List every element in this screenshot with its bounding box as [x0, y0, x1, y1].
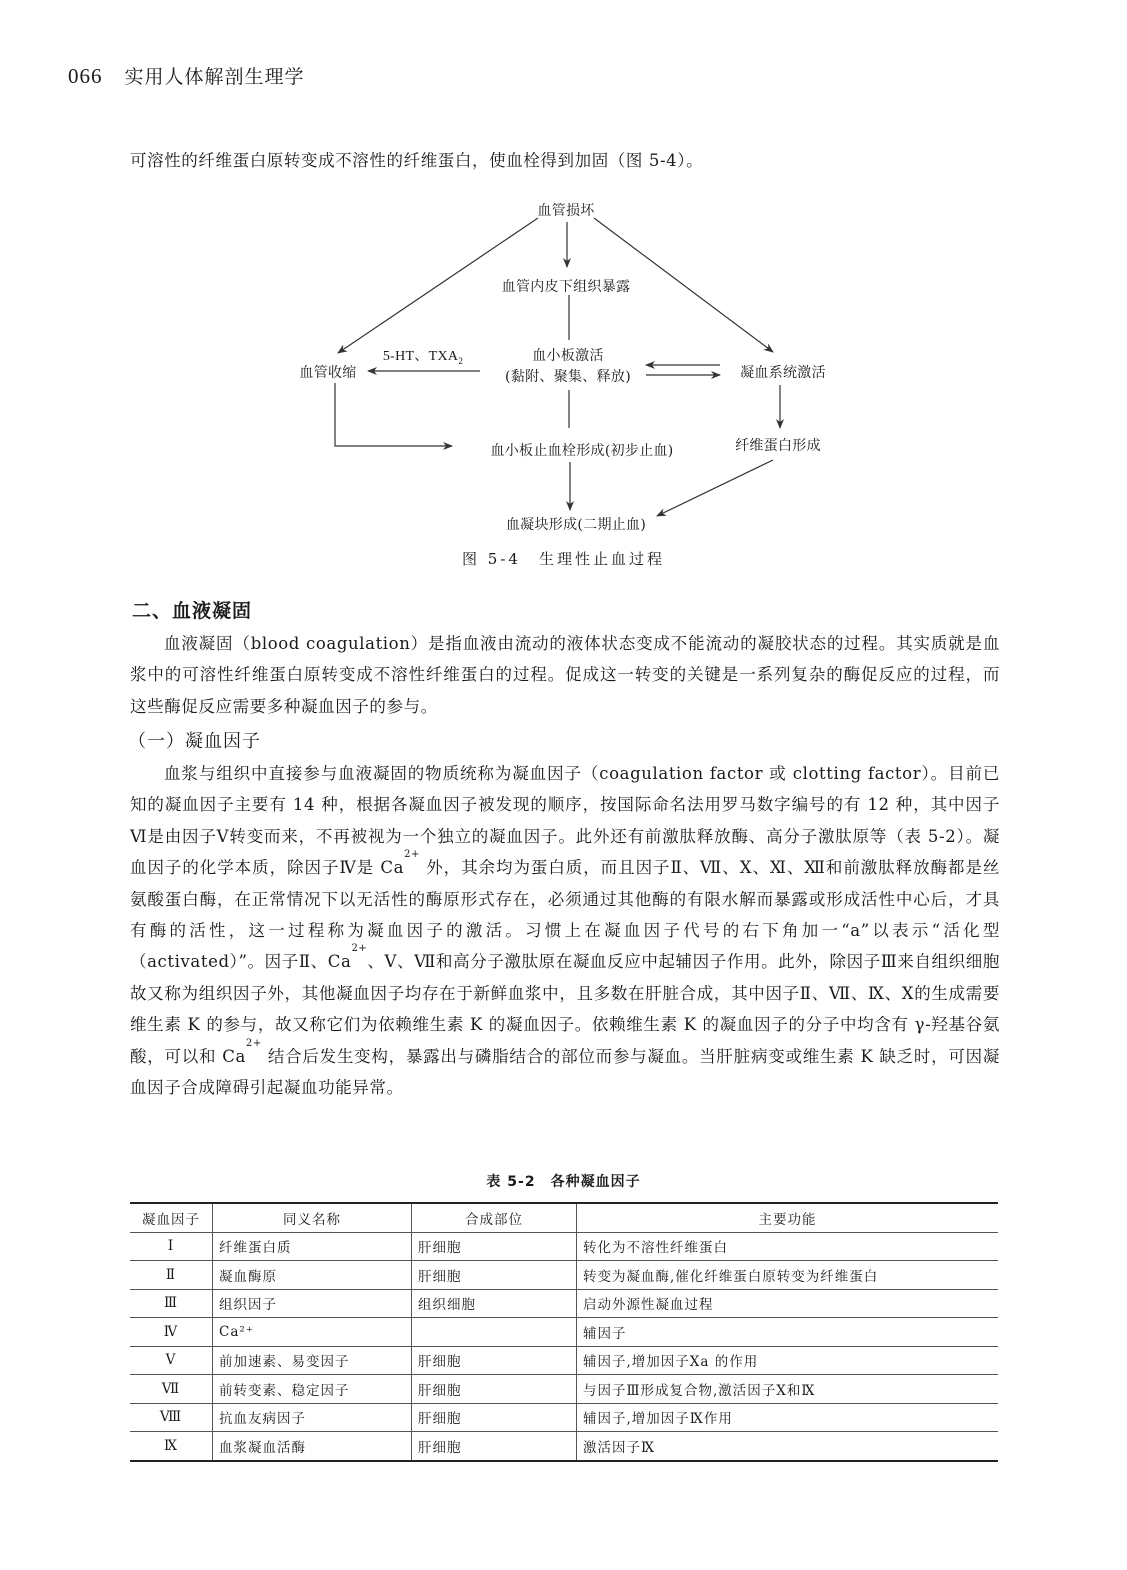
running-header	[68, 62, 305, 89]
mediators-subscript: 2	[458, 355, 464, 366]
factor-number: Ⅰ	[130, 1232, 213, 1261]
main-function: 激活因子Ⅸ	[577, 1432, 999, 1461]
coagulation-factors-table	[130, 1202, 998, 1462]
factor-number: Ⅶ	[130, 1375, 213, 1404]
table-row	[130, 1346, 998, 1375]
text-run: 外，其余均为蛋白质，而且因子Ⅱ、Ⅶ、Ⅹ、Ⅺ、Ⅻ和前激肽释放酶都是丝氨酸蛋白酶，在正常情况下以无活性的酶原形式存在，必须通过其他酶的有限水解而暴露或形成活性中心后，才具有酶的活性，这一过程称为凝血因子的激活。习惯上在凝血因子代号的右下角加一“a”以表示“活化型（activated）”。因子Ⅱ、Ca	[130, 858, 1000, 972]
factor-number: Ⅸ	[130, 1432, 213, 1461]
book-title: 实用人体解剖生理学	[124, 66, 305, 88]
node-subendothelium: 血管内皮下组织暴露	[501, 279, 631, 295]
hemostasis-flow-diagram	[280, 190, 840, 580]
figure-caption: 图 5-4 生理性止血过程	[462, 550, 665, 568]
node-vasoconstriction: 血管收缩	[299, 365, 357, 381]
synonym: 前转变素、稳定因子	[213, 1375, 412, 1404]
superscript: 2+	[245, 1037, 262, 1049]
main-function: 转化为不溶性纤维蛋白	[577, 1232, 999, 1261]
synonym: 抗血友病因子	[213, 1403, 412, 1432]
synthesis-site: 肝细胞	[412, 1375, 577, 1404]
section-heading: 二、血液凝固	[132, 600, 253, 622]
table-header-row	[130, 1203, 998, 1232]
superscript: 2+	[404, 849, 421, 861]
node-mediators	[383, 345, 463, 366]
main-function: 转变为凝血酶,催化纤维蛋白原转变为纤维蛋白	[577, 1261, 999, 1290]
node-platelet-activation-detail: (黏附、聚集、释放)	[505, 369, 631, 385]
table-row	[130, 1403, 998, 1432]
mediators-label: 5-HT、TXA	[382, 349, 459, 364]
node-coagulation-activation: 凝血系统激活	[740, 365, 826, 381]
node-clot-formation: 血凝块形成(二期止血)	[505, 517, 647, 533]
synthesis-site: 肝细胞	[412, 1403, 577, 1432]
main-function: 辅因子,增加因子Ⅹa 的作用	[577, 1346, 999, 1375]
paragraph-coagulation-factors	[130, 758, 1000, 1103]
intro-text: 可溶性的纤维蛋白原转变成不溶性的纤维蛋白，使血栓得到加固（图 5-4）。	[130, 151, 704, 170]
column-header: 同义名称	[213, 1203, 412, 1232]
main-function: 辅因子	[577, 1318, 999, 1347]
factor-number: Ⅴ	[130, 1346, 213, 1375]
synonym: 纤维蛋白质	[213, 1232, 412, 1261]
synonym: Ca²⁺	[213, 1318, 412, 1347]
factor-number: Ⅳ	[130, 1318, 213, 1347]
paragraph-blood-coagulation: 血液凝固（blood coagulation）是指血液由流动的液体状态变成不能流动的凝胶状态的过程。其实质就是血浆中的可溶性纤维蛋白原转变成不溶性纤维蛋白的过程。促成这一转变的关键是一系列复杂的酶促反应的过程，而这些酶促反应需要多种凝血因子的参与。	[130, 634, 1000, 716]
table-row	[130, 1432, 998, 1461]
synonym: 血浆凝血活酶	[213, 1432, 412, 1461]
page-number: 066	[68, 64, 103, 88]
factor-number: Ⅷ	[130, 1403, 213, 1432]
synthesis-site: 肝细胞	[412, 1232, 577, 1261]
main-function: 启动外源性凝血过程	[577, 1289, 999, 1318]
main-function: 与因子Ⅲ形成复合物,激活因子Ⅹ和Ⅸ	[577, 1375, 999, 1404]
synthesis-site: 肝细胞	[412, 1346, 577, 1375]
subsection-heading: （一）凝血因子	[128, 731, 261, 752]
node-vessel-damage: 血管损坏	[537, 203, 595, 219]
synonym: 组织因子	[213, 1289, 412, 1318]
table-row	[130, 1289, 998, 1318]
synthesis-site	[412, 1318, 577, 1347]
column-header: 合成部位	[412, 1203, 577, 1232]
text-run: 血浆与组织中直接参与血液凝固的物质统称为凝血因子（coagulation factor 或 clotting factor）。目前已知的凝血因子主要有 14 种，根据各凝血因子被发现的顺序，按国际命名法用罗马数字编号的有 12 种，其中因子Ⅵ是由因子Ⅴ转变而来，不再被视为一个独立的凝血因子。此外还有前激肽释放酶、高分子激肽原等（表 5-2）。凝血因子的化学本质，除因子Ⅳ是 Ca	[130, 764, 1000, 878]
factor-number: Ⅱ	[130, 1261, 213, 1290]
arrow-constriction-to-plug	[335, 383, 452, 446]
table-row	[130, 1318, 998, 1347]
synonym: 凝血酶原	[213, 1261, 412, 1290]
synthesis-site: 肝细胞	[412, 1261, 577, 1290]
synthesis-site: 组织细胞	[412, 1289, 577, 1318]
table-row	[130, 1261, 998, 1290]
table-caption: 表 5-2 各种凝血因子	[486, 1174, 641, 1190]
main-function: 辅因子,增加因子Ⅸ作用	[577, 1403, 999, 1432]
node-platelet-plug: 血小板止血栓形成(初步止血)	[490, 443, 674, 459]
text-run: 结合后发生变构，暴露出与磷脂结合的部位而参与凝血。当肝脏病变或维生素 K 缺乏时，可因凝血因子合成障碍引起凝血功能异常。	[130, 1046, 1000, 1098]
text-run: 、Ⅴ、Ⅶ和高分子激肽原在凝血反应中起辅因子作用。此外，除因子Ⅲ来自组织细胞故又称为组织因子外，其他凝血因子均存在于新鲜血浆中，且多数在肝脏合成，其中因子Ⅱ、Ⅶ、Ⅸ、Ⅹ的生成需要维生素 K 的参与，故又称它们为依赖维生素 K 的凝血因子。依赖维生素 K 的凝血因子的分子中均含有 γ-羟基谷氨酸，可以和 Ca	[130, 952, 1000, 1066]
column-header: 主要功能	[577, 1203, 999, 1232]
synonym: 前加速素、易变因子	[213, 1346, 412, 1375]
node-platelet-activation: 血小板激活	[532, 348, 604, 364]
synthesis-site: 肝细胞	[412, 1432, 577, 1461]
table-row	[130, 1375, 998, 1404]
table-row	[130, 1232, 998, 1261]
node-fibrin-formation: 纤维蛋白形成	[735, 438, 821, 454]
superscript: 2+	[351, 943, 368, 955]
factor-number: Ⅲ	[130, 1289, 213, 1318]
arrow-fibrin-to-clot	[657, 460, 773, 516]
column-header: 凝血因子	[130, 1203, 213, 1232]
